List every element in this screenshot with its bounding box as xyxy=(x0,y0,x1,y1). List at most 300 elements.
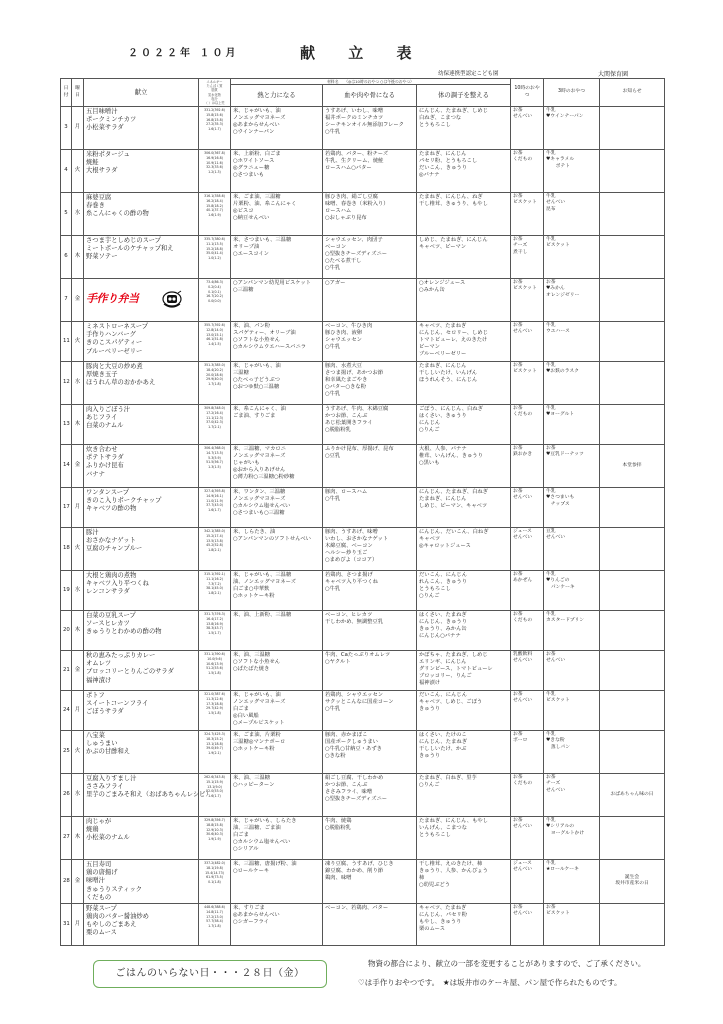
nutrition-cell xyxy=(199,651,231,691)
snack3-cell-line: ♥みかん xyxy=(546,286,565,292)
homemade-lunch-label: 手作り弁当 xyxy=(86,292,139,306)
nutrition-cell xyxy=(199,860,231,904)
heat-cell-line: ○さつまいも xyxy=(233,172,265,179)
nutrition-cell-line: 324.7(425.3) xyxy=(204,732,225,737)
body-cell-line: はくさい、たまねぎ xyxy=(419,612,467,619)
snack10-cell-line: お茶 xyxy=(513,572,523,578)
notice-cell xyxy=(600,193,665,236)
weekday-cell: 水 xyxy=(72,362,84,405)
nutrition-cell-line: 331.2(392.6) xyxy=(204,108,225,113)
body-cell-line: にんじん xyxy=(419,420,441,427)
snack10-cell xyxy=(511,362,544,405)
menu-cell-line: ごぼうサラダ xyxy=(86,708,124,716)
snack10-cell-line: お茶 xyxy=(513,692,523,698)
menu-cell xyxy=(84,571,199,611)
menu-cell-line: きゅうりとわかめの酢の物 xyxy=(86,628,162,636)
heat-cell xyxy=(231,817,323,860)
snack3-cell xyxy=(544,362,600,405)
menu-table xyxy=(60,78,665,946)
menu-cell-line: 秋の恵みたっぷりカレー xyxy=(86,652,156,660)
heat-cell-line: ○たべっ子どうぶつ xyxy=(233,377,280,384)
snack10-cell xyxy=(511,774,544,817)
notice-cell xyxy=(600,528,665,571)
heat-cell-line: 米、じゃがいも、三温糖 xyxy=(233,572,292,579)
nutrition-cell-line: 16.9(16.8) xyxy=(206,155,223,160)
nutrition-cell-line: 306.4(368.0) xyxy=(204,446,225,451)
menu-cell-line: ミートボールのケチャップ和え xyxy=(86,245,174,253)
snack10-cell-line: 鉄おかき xyxy=(513,452,533,458)
body-cell xyxy=(417,362,511,405)
menu-row xyxy=(61,528,665,571)
nutrition-cell-line: 7.3(7.2) xyxy=(208,581,221,586)
snack3-cell-line: お茶 xyxy=(546,652,556,658)
nutrition-cell-line: 57.7(58.4) xyxy=(206,919,223,924)
weekday-cell: 火 xyxy=(72,731,84,774)
menu-cell xyxy=(84,903,199,945)
snack10-cell xyxy=(511,279,544,322)
heat-cell xyxy=(231,488,323,528)
blood-cell-line: ○脱脂粉乳 xyxy=(325,427,351,434)
nutrition-cell-line: 12.8(14.0) xyxy=(206,327,223,332)
nutrition-cell-line: 27.2(35.3) xyxy=(206,122,223,127)
notice-cell xyxy=(600,651,665,691)
snack10-cell-line: くだもの xyxy=(513,618,533,624)
menu-cell-line: スイートコーンフライ xyxy=(86,700,149,708)
nutrition-cell-line: 15.1(15.9) xyxy=(206,779,223,784)
menu-cell-line: 豚汁 xyxy=(86,529,99,537)
nutrition-cell-line: 331.1(390.6) xyxy=(204,652,225,657)
blood-cell-line: ○牛乳○甘納豆・あずき xyxy=(325,746,382,753)
snack10-cell-line: チーズ xyxy=(513,243,528,249)
heat-cell-line: ノンエッグマヨネーズ xyxy=(233,115,286,122)
blood-cell xyxy=(323,860,417,904)
snack10-cell-line: お茶 xyxy=(513,818,523,824)
nutrition-cell-line: 13.5(13.8) xyxy=(206,538,223,543)
menu-cell xyxy=(84,691,199,731)
heat-cell xyxy=(231,107,323,150)
menu-cell-line: 糸こんにゃくの酢の物 xyxy=(86,210,149,218)
nutrition-cell-line: 335.7(380.6) xyxy=(204,237,225,242)
weekday-cell: 水 xyxy=(72,571,84,611)
body-cell-line: きゅうり、みかん缶 xyxy=(419,626,467,633)
menu-cell-line: 大根サラダ xyxy=(86,167,118,175)
blood-cell-line: ベーコン xyxy=(325,244,347,251)
blood-cell-line: 凍り豆腐、うすあげ、ひじき xyxy=(325,861,394,868)
snack3-cell xyxy=(544,817,600,860)
heat-cell-line: ○カルシウム塩せんべい xyxy=(233,839,291,846)
snack3-cell xyxy=(544,107,600,150)
blood-cell-line: さつま揚げ、あかつお節 xyxy=(325,370,384,377)
menu-cell-line: 白菜のナムル xyxy=(86,422,124,430)
body-cell-line: キャベツ、ピーマン xyxy=(419,244,467,251)
heat-cell xyxy=(231,571,323,611)
day-cell: 24 xyxy=(61,691,72,731)
menu-row xyxy=(61,774,665,817)
heat-cell-line: ◎あまからせんべい xyxy=(233,122,280,129)
blood-cell xyxy=(323,651,417,691)
heat-cell-line: ○メープルビスケット xyxy=(233,720,285,727)
heat-cell-line: 米、しらたき、油 xyxy=(233,529,276,536)
blood-cell xyxy=(323,611,417,651)
notice-cell xyxy=(600,774,665,817)
menu-cell-line: ポークミンチカツ xyxy=(86,116,137,124)
nutrition-cell-line: 17.3(18.8) xyxy=(206,701,223,706)
nutrition-cell-line: 316.1(358.6) xyxy=(204,194,225,199)
weekday-cell: 月 xyxy=(72,691,84,731)
snack3-cell-line: 牛乳 xyxy=(546,861,556,867)
menu-cell-line: きゅうりスティック xyxy=(86,885,143,893)
heat-cell-line: 米、じゃがいも、油 xyxy=(233,108,281,115)
heat-cell-line: ○薄力粉○三温糖○粉砂糖 xyxy=(233,474,295,481)
body-cell-line: パセリ粉、とうもろこし xyxy=(419,158,478,165)
menu-cell xyxy=(84,651,199,691)
snack10-cell-line: お茶 xyxy=(513,108,523,114)
nutrition-cell-line: 1.6(1.7) xyxy=(208,508,221,513)
heat-cell-line: オリーブ油 xyxy=(233,244,260,251)
menu-row xyxy=(61,860,665,904)
snack10-cell-line: お茶 xyxy=(513,406,523,412)
col-snack3: 3時のおやつ xyxy=(544,79,600,107)
snack3-cell-line: 牛乳 xyxy=(546,194,556,200)
weekday-cell: 金 xyxy=(72,651,84,691)
body-cell-line: にんじん、たまねぎ、白ねぎ xyxy=(419,489,488,496)
snack3-cell-line: 牛乳 xyxy=(546,406,556,412)
body-cell xyxy=(417,731,511,774)
menu-cell-line: あじフライ xyxy=(86,414,118,422)
snack10-cell xyxy=(511,236,544,279)
snack10-cell xyxy=(511,405,544,445)
blood-cell-line: ふりかけ昆布、厚揚げ、昆布 xyxy=(325,446,394,453)
snack3-cell-line: 牛乳 xyxy=(546,818,556,824)
menu-cell xyxy=(84,322,199,362)
snack3-cell xyxy=(544,860,600,904)
heat-cell xyxy=(231,150,323,193)
heat-cell-line: 米、上新粉、白ごま xyxy=(233,151,281,158)
org-type: 幼保連携型認定こども園 xyxy=(438,71,499,77)
blood-cell xyxy=(323,362,417,405)
body-cell xyxy=(417,774,511,817)
nutrition-cell-line: 1.4(1.5) xyxy=(208,342,221,347)
heat-cell-line: ○ぱたぱた焼き xyxy=(233,666,270,673)
notice-cell xyxy=(600,860,665,904)
snack3-cell xyxy=(544,774,600,817)
snack3-cell-line: ポテト xyxy=(546,163,570,169)
body-cell-line: とうもろこし xyxy=(419,832,451,839)
heat-cell-line: 米、糸こんにゃく、油 xyxy=(233,406,286,413)
nutrition-cell xyxy=(199,405,231,445)
nutrition-cell-line: 1.8(2.1) xyxy=(208,591,221,596)
menu-cell-line: ささみフライ xyxy=(86,783,124,791)
snack3-cell-line: ウエハース xyxy=(546,329,570,335)
heat-cell-line: 米、すりごま xyxy=(233,904,265,911)
snack3-cell-line: チップス xyxy=(546,501,570,507)
heat-cell-line: ノンエッグマヨネーズ xyxy=(233,699,286,706)
blood-cell-line: 木綿豆腐、ベーコン xyxy=(325,543,373,550)
nutrition-cell-line: 1.5(1.7) xyxy=(208,631,221,636)
blood-cell-line: 豚ひき肉、液卵 xyxy=(325,330,363,337)
blood-cell-line: ○型抜きチーズディズニー xyxy=(325,251,388,258)
menu-cell-line: 白菜の豆乳スープ xyxy=(86,612,136,620)
snack10-cell-line: くだもの xyxy=(513,157,533,163)
weekday-cell: 金 xyxy=(72,860,84,904)
nutrition-cell-line: 0.2(0.4) xyxy=(208,284,221,289)
body-cell-line: ○りんご xyxy=(419,593,440,600)
body-cell-line: たまねぎ、にんじん xyxy=(419,496,467,503)
nutrition-cell-line: 331.7(376.3) xyxy=(204,612,225,617)
snack3-cell-line: チーズ xyxy=(546,781,561,787)
body-cell-line: 柿 xyxy=(419,875,425,882)
heat-cell-line: 米、ごま油、片栗粉 xyxy=(233,732,281,739)
blood-cell-line: シャウエッセン、肉団子 xyxy=(325,237,383,244)
day-cell: 11 xyxy=(61,322,72,362)
notice-cell xyxy=(600,731,665,774)
menu-row xyxy=(61,611,665,651)
body-cell-line: とうもろこし xyxy=(419,122,451,129)
snack10-cell-line: せんべい xyxy=(513,867,533,873)
body-cell-line: きゅうり、人参、かんぴょう xyxy=(419,868,488,875)
blood-cell-line: ○牛乳 xyxy=(325,586,341,593)
nutrition-cell-line: 16.8(15.8) xyxy=(206,117,223,122)
heat-cell-line: 米、じゃがいも、しらたき xyxy=(233,818,297,825)
menu-cell-line: しゅうまい xyxy=(86,740,118,748)
menu-cell xyxy=(84,107,199,150)
heat-cell-line: ○おつゆ麩○三温糖 xyxy=(233,384,280,391)
change-notice: 物資の都合により、献立の一部を変更することがありますので、ご了承ください。 xyxy=(368,959,646,968)
body-cell-line: だいこん、きゅうり xyxy=(419,165,467,172)
snack3-cell-line: ♥ヨーグルト xyxy=(546,412,575,418)
snack-legend: ♡は手作りおやつです。 ★は坂井市のケーキ屋、パン屋で作られたものです。 xyxy=(358,978,622,987)
nutrition-cell-line: 38.3(43.7) xyxy=(206,626,223,631)
blood-cell xyxy=(323,236,417,279)
blood-cell xyxy=(323,107,417,150)
heat-cell-line: 米、油、パン粉 xyxy=(233,323,271,330)
snack10-cell xyxy=(511,322,544,362)
notice-cell-line: おばあちゃん味の日 xyxy=(610,791,654,797)
col-blood: 血や肉や骨になる xyxy=(323,85,417,107)
heat-cell xyxy=(231,279,323,322)
menu-cell-line: 鶏の唐揚げ xyxy=(86,869,118,877)
heat-cell xyxy=(231,445,323,488)
snack10-cell-line: お茶 xyxy=(513,363,523,369)
snack10-cell-line: 煮干し xyxy=(513,249,528,255)
blood-cell-line: 豚肉、うすあげ、味噌 xyxy=(325,529,378,536)
blood-cell-line: ○たべる煮干し xyxy=(325,258,362,265)
nutrition-cell xyxy=(199,611,231,651)
snack10-cell-line: お茶 xyxy=(513,732,523,738)
snack3-cell xyxy=(544,571,600,611)
weekday-cell: 火 xyxy=(72,322,84,362)
blood-cell-line: かつお節、こんぶ xyxy=(325,782,368,789)
nutrition-cell-line: 11.0(11.9) xyxy=(206,498,223,503)
nutrition-cell-line: 1.7(2.1) xyxy=(208,425,221,430)
nutrition-cell-line: 309.8(348.0) xyxy=(204,406,225,411)
heat-cell xyxy=(231,774,323,817)
snack3-cell-line: せんべい xyxy=(546,200,566,206)
snack3-cell-line: オレンジゼリー xyxy=(546,292,580,298)
menu-cell-line: 福神漬け xyxy=(86,676,112,684)
heat-cell-line: 米、三温糖、唐揚げ粉、油 xyxy=(233,861,297,868)
body-cell-line: とうもろこし xyxy=(419,586,451,593)
nutrition-cell xyxy=(199,362,231,405)
blood-cell-line: ロースハム○バター xyxy=(325,165,372,172)
snack10-cell xyxy=(511,817,544,860)
nutrition-cell-line: 20.0(18.6) xyxy=(206,372,223,377)
body-cell-line: キャベツ、たまねぎ xyxy=(419,904,467,911)
menu-cell-line: 豆腐のチャンプルー xyxy=(86,545,143,553)
snack3-cell-line: ♥きな粉 xyxy=(546,738,565,744)
heat-cell xyxy=(231,651,323,691)
blood-cell-line: ○バター○きな粉 xyxy=(325,384,367,391)
menu-row xyxy=(61,107,665,150)
nutrition-cell-line: 15.4(14.73) xyxy=(205,870,224,875)
body-cell-line: ◎キャロットジュース xyxy=(419,543,471,550)
snack3-cell-line: 牛乳 xyxy=(546,692,556,698)
day-cell: 26 xyxy=(61,774,72,817)
menu-cell xyxy=(84,774,212,817)
body-cell xyxy=(417,279,511,322)
day-cell: 25 xyxy=(61,731,72,774)
nutrition-cell-line: 1.9(1.9) xyxy=(208,837,221,842)
snack10-cell xyxy=(511,903,544,945)
menu-row xyxy=(61,193,665,236)
heat-cell-line: 米、ごま油、三温糖 xyxy=(233,194,281,201)
blood-cell xyxy=(323,150,417,193)
heat-cell-line: ○ハッピーターン xyxy=(233,782,275,789)
body-cell-line: ○りんご xyxy=(419,782,440,789)
blood-cell-line: 干しわかめ、無調整豆乳 xyxy=(325,619,384,626)
menu-cell xyxy=(84,488,199,528)
heat-cell-line: ◎おから入りあげせん xyxy=(233,467,286,474)
weekday-cell: 金 xyxy=(72,445,84,488)
heat-cell xyxy=(231,322,323,362)
nutrition-cell-line: 1.9(2.1) xyxy=(208,751,221,756)
menu-cell xyxy=(84,405,199,445)
nutrition-cell-line: 1.3(1.5) xyxy=(208,465,221,470)
weekday-cell: 金 xyxy=(72,279,84,322)
blood-cell-line: ヘルシー炒り玉ご xyxy=(325,550,368,557)
blood-cell-line: 和幸風たまごやき xyxy=(325,377,368,384)
nutrition-cell-line: 5.3(5.9) xyxy=(208,455,221,460)
blood-cell-line: 豚肉、水煮大豆 xyxy=(325,363,363,370)
snack10-cell-line: あかぜん xyxy=(513,578,533,584)
nutrition-cell-line: 17.2(13.0) xyxy=(206,914,223,919)
heat-cell-line: ○納豆せんべい xyxy=(233,215,270,222)
menu-cell xyxy=(84,445,199,488)
menu-cell-line: ブルーベリーゼリー xyxy=(86,347,143,355)
menu-cell-line: きのこ入りポークチャップ xyxy=(86,497,162,505)
heat-cell-line: 白ごま xyxy=(233,706,249,713)
menu-cell-line: レンコンサラダ xyxy=(86,588,130,596)
notice-cell xyxy=(600,150,665,193)
blood-cell xyxy=(323,731,417,774)
menu-cell-line: 豆腐入りすまし汁 xyxy=(86,775,137,783)
snack3-cell-line: ビスケット xyxy=(546,243,570,249)
nutrition-cell-line: 61.9(73.5) xyxy=(206,875,223,880)
menu-cell-line: 厚焼き玉子 xyxy=(86,371,118,379)
snack10-cell-line: せんべい xyxy=(513,824,533,830)
heat-cell-line: 米、油、三温糖 xyxy=(233,775,271,782)
nutrition-cell-line: 315.1(392.1) xyxy=(204,572,225,577)
nutrition-cell-line: 15.8(15.6) xyxy=(206,112,223,117)
menu-cell-line: 鶏肉のバター醤油炒め xyxy=(86,913,149,921)
nutrition-cell-line: 11.1(16.2) xyxy=(206,576,223,581)
menu-cell-line: ソースヒレカツ xyxy=(86,620,130,628)
snack10-cell xyxy=(511,611,544,651)
weekday-cell: 月 xyxy=(72,903,84,945)
menu-cell-line: くだもの xyxy=(86,893,112,901)
school-name: 大関保育園 xyxy=(598,71,629,78)
weekday-cell: 火 xyxy=(72,150,84,193)
blood-cell-line: ○牛乳 xyxy=(325,496,341,503)
body-cell-line: 干し椎茸、えのきたけ、柿 xyxy=(419,861,483,868)
weekday-cell: 木 xyxy=(72,817,84,860)
blood-cell-line: あじ松葉開きフライ xyxy=(325,420,373,427)
menu-row xyxy=(61,362,665,405)
body-cell xyxy=(417,651,511,691)
snack3-cell-line: 昆布 xyxy=(546,206,556,212)
day-cell: 4 xyxy=(61,150,72,193)
snack10-cell-line: せんべい xyxy=(513,698,533,704)
nutrition-cell-line: 40.1(37.7) xyxy=(206,208,223,213)
nutrition-cell-line: 46.1(51.8) xyxy=(206,337,223,342)
body-cell-line: 干し椎茸、きゅうり、もやし xyxy=(419,201,488,208)
snack3-cell-line: ♥シリアルの xyxy=(546,824,575,830)
snack3-cell xyxy=(544,150,600,193)
heat-cell-line: ◎あまからせんべい xyxy=(233,911,280,918)
snack3-cell-line: ビスケット xyxy=(546,698,570,704)
weekday-cell: 木 xyxy=(72,611,84,651)
body-cell-line: 栗のムース xyxy=(419,926,445,932)
nutrition-cell xyxy=(199,322,231,362)
body-cell xyxy=(417,322,511,362)
body-cell xyxy=(417,860,511,904)
notice-cell-line: 誕生会 xyxy=(624,875,640,881)
body-cell xyxy=(417,528,511,571)
body-cell xyxy=(417,107,511,150)
body-cell xyxy=(417,150,511,193)
heat-cell-line: 米、油、上新粉、三温糖 xyxy=(233,612,292,619)
heat-cell-line: ○カルシウム塩せんべい xyxy=(233,503,291,510)
body-cell-line: ブロッコリー、りんご xyxy=(419,673,472,680)
snack3-cell-line: ♥りんごの xyxy=(546,578,570,584)
snack10-cell xyxy=(511,860,544,904)
nutrition-cell-line: 1.7(1.8) xyxy=(208,924,221,929)
snack3-cell xyxy=(544,903,600,945)
nutrition-cell-line: 14.9(16.1) xyxy=(206,493,223,498)
menu-cell-line: ワンタンスープ xyxy=(86,489,130,497)
menu-month: ２０２２年 １０月 xyxy=(128,48,239,59)
nutrition-cell-line: 10.0(9.6) xyxy=(207,656,222,661)
snack10-cell-line: くだもの xyxy=(513,412,533,418)
snack10-cell-line: ビスケット xyxy=(513,200,537,206)
snack10-cell xyxy=(511,488,544,528)
notice-cell xyxy=(600,236,665,279)
nutrition-cell-line: 18.1(19.8) xyxy=(206,865,223,870)
heat-cell-line: 米、さつまいも、三温糖 xyxy=(233,237,292,244)
blood-cell xyxy=(323,322,417,362)
notice-cell xyxy=(600,107,665,150)
blood-cell-line: 福井ポークのミンチカツ xyxy=(325,115,384,122)
heat-cell xyxy=(231,405,323,445)
body-cell xyxy=(417,571,511,611)
heat-cell xyxy=(231,362,323,405)
blood-cell xyxy=(323,774,417,817)
nutrition-cell-line: 45.2(52.8) xyxy=(206,543,223,548)
snack10-cell xyxy=(511,571,544,611)
blood-cell-line: 絹ごし豆腐、干しわかめ xyxy=(325,775,384,782)
snack3-cell-line: ♥さつまいも xyxy=(546,495,575,501)
blood-cell-line: 若鶏肉、さつま揚げ xyxy=(325,572,373,579)
